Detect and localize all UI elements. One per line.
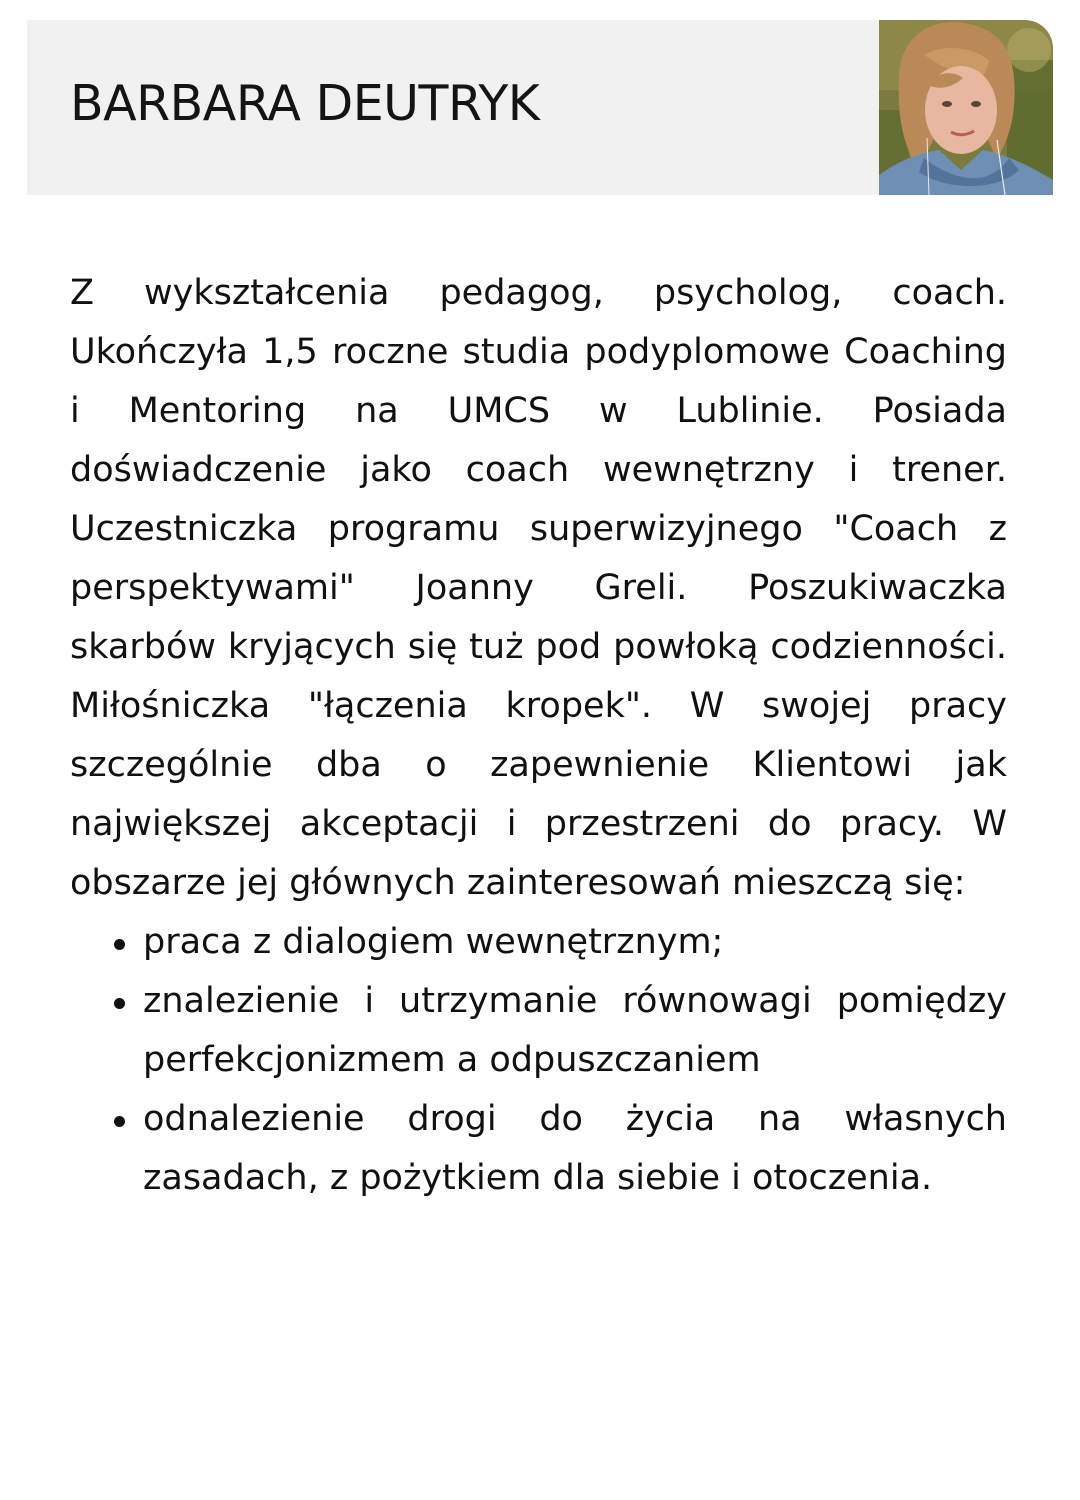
profile-photo [879,20,1053,195]
interests-list [70,913,1007,1208]
list-item [143,913,1007,972]
bio-paragraph: Z wykształcenia pedagog, psycholog, coach. Ukończyła 1,5 roczne studia podyplomowe Coaching i Mentoring na UMCS w Lublinie. Posiada doświadczenie jako coach wewnętrzny i trener. Uczestniczka programu superwizyjnego "Coach z perspektywami" Joanny Greli. Poszukiwaczka skarbów kryjących się tuż pod powłoką codzienności. Miłośniczka "łączenia kropek". W swojej pracy szczególnie dba o zapewnienie Klientowi jak największej akceptacji i przestrzeni do pracy. W obszarze jej głównych zainteresowań mieszczą się: [70,273,1007,903]
bullet-icon [114,998,125,1009]
bullet-icon [114,939,125,950]
bio-section [70,264,1007,1208]
profile-header [27,20,1053,195]
list-item-text: praca z dialogiem wewnętrznym; [143,922,724,962]
list-item-text: odnalezienie drogi do życia na własnych zasadach, z pożytkiem dla siebie i otoczenia. [143,1099,1007,1198]
list-item-text: znalezienie i utrzymanie równowagi pomiędzy perfekcjonizmem a odpuszczaniem [143,981,1007,1080]
list-item [143,972,1007,1090]
portrait-photo-icon [879,20,1053,195]
profile-name: BARBARA DEUTRYK [70,75,540,132]
bullet-icon [114,1116,125,1127]
list-item [143,1090,1007,1208]
